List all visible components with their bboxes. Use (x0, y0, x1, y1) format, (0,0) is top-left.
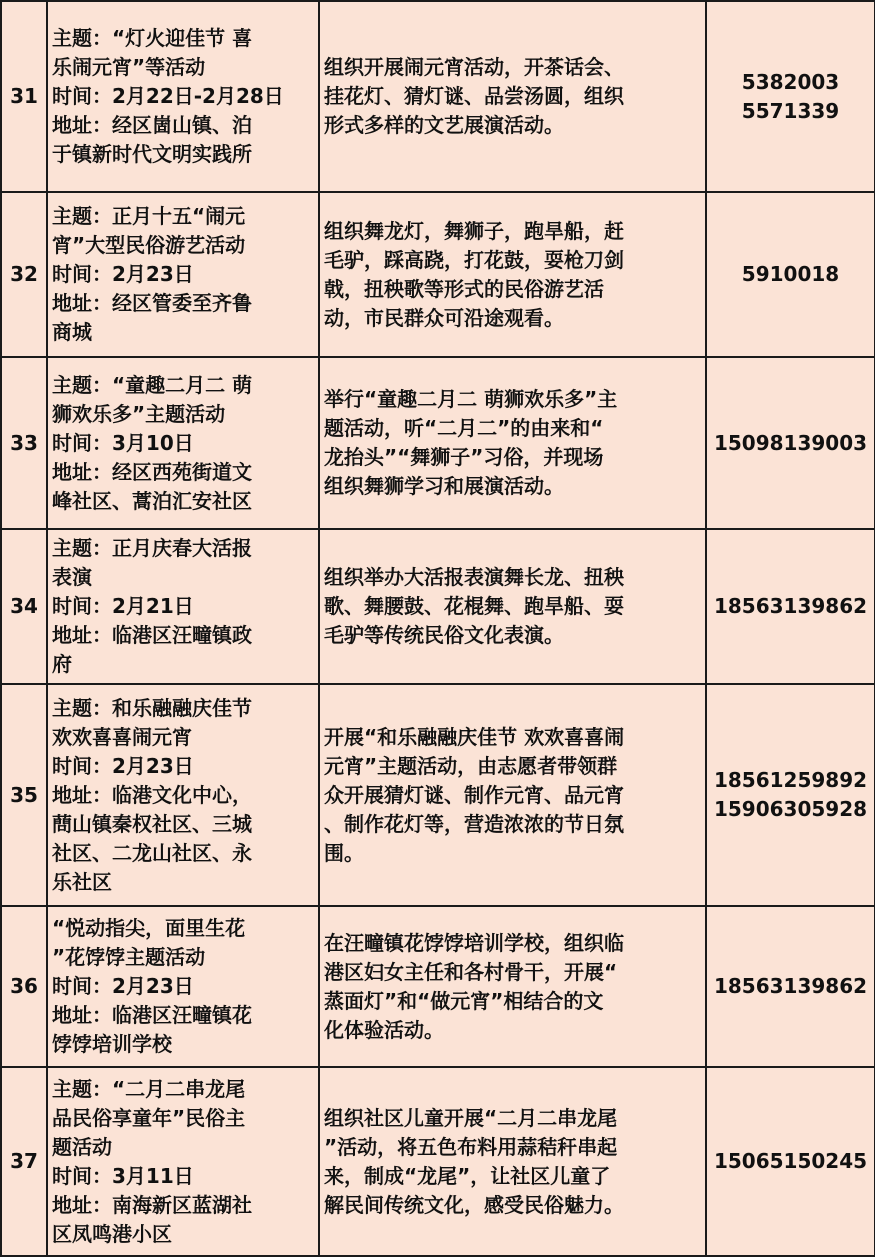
phone-number: 15098139003 (713, 430, 868, 455)
row-number: 34 (1, 529, 47, 684)
theme-line: 地址：临港区汪疃镇政 (52, 623, 252, 647)
contact-phone-cell (706, 1, 875, 192)
theme-line: 地址：南海新区蓝湖社 (52, 1192, 252, 1217)
activity-description-cell (319, 1, 706, 192)
theme-line: 乐社区 (52, 869, 112, 894)
theme-line: 峰社区、蒿泊汇安社区 (52, 488, 252, 513)
row-number: 35 (1, 684, 47, 906)
activity-description-cell (319, 906, 706, 1067)
description-line: 化体验活动。 (324, 1017, 444, 1042)
activity-theme-cell (47, 529, 319, 684)
description-line: 举行“童趣二月二 萌狮欢乐多”主 (324, 387, 618, 411)
description-line: 挂花灯、猜灯谜、品尝汤圆，组织 (324, 84, 624, 108)
description-line: 组织开展闹元宵活动，开茶话会、 (324, 55, 624, 79)
theme-line: 社区、二龙山社区、永 (52, 840, 252, 865)
table-row (1, 906, 875, 1067)
table-row (1, 357, 875, 529)
description-line: 组织舞狮学习和展演活动。 (324, 474, 564, 498)
description-line: 围。 (324, 840, 364, 865)
description-line: 组织社区儿童开展“二月二串龙尾 (324, 1105, 618, 1130)
description-line: 元宵”主题活动，由志愿者带领群 (324, 753, 618, 778)
theme-line: 地址：临港文化中心， (52, 782, 252, 807)
theme-line: 主题：“二月二串龙尾 (52, 1076, 246, 1101)
row-number: 36 (1, 906, 47, 1067)
description-line: ”活动，将五色布料用蒜秸秆串起 (324, 1134, 618, 1159)
theme-line: 时间：3月11日 (52, 1163, 194, 1188)
phone-number: 18563139862 (713, 594, 868, 618)
phone-number: 5382003 (741, 69, 840, 94)
description-line: 在汪疃镇花饽饽培训学校，组织临 (324, 930, 624, 955)
theme-line: 商城 (52, 320, 92, 344)
theme-line: 表演 (52, 565, 92, 589)
activity-description-cell (319, 684, 706, 906)
activity-description-cell (319, 529, 706, 684)
table-row (1, 1067, 875, 1256)
phone-number: 15906305928 (713, 797, 868, 821)
theme-line: 时间：2月21日 (52, 594, 194, 618)
theme-line: 欢欢喜喜闹元宵 (52, 724, 192, 749)
phone-number: 18563139862 (713, 974, 868, 998)
theme-line: “悦动指尖，面里生花 (52, 916, 246, 940)
activity-theme-cell (47, 1067, 319, 1256)
table-row (1, 529, 875, 684)
row-number: 32 (1, 192, 47, 357)
activity-description-cell (319, 192, 706, 357)
description-line: 、制作花灯等，营造浓浓的节日氛 (324, 811, 624, 836)
row-number: 31 (1, 1, 47, 192)
theme-line: 地址：临港区汪疃镇花 (52, 1003, 252, 1027)
phone-number: 18561259892 (713, 768, 868, 792)
description-line: 开展“和乐融融庆佳节 欢欢喜喜闹 (324, 724, 625, 749)
description-line: 形式多样的文艺展演活动。 (324, 113, 564, 137)
theme-line: 主题：和乐融融庆佳节 (52, 695, 252, 720)
contact-phone-cell (706, 529, 875, 684)
theme-line: 题活动 (52, 1134, 112, 1159)
table-row (1, 192, 875, 357)
theme-line: 时间：2月23日 (52, 262, 194, 286)
description-line: 众开展猜灯谜、制作元宵、品元宵 (324, 782, 624, 807)
contact-phone-cell (706, 684, 875, 906)
theme-line: 蔄山镇秦权社区、三城 (52, 811, 252, 836)
description-line: 毛驴等传统民俗文化表演。 (324, 623, 564, 647)
theme-line: 时间：3月10日 (52, 430, 194, 455)
theme-line: 乐闹元宵”等活动 (52, 55, 206, 79)
description-line: 题活动，听“二月二”的由来和“ (324, 416, 604, 440)
activity-description-cell (319, 357, 706, 529)
activity-theme-cell (47, 357, 319, 529)
theme-line: 地址：经区崮山镇、泊 (52, 113, 252, 137)
phone-number: 15065150245 (713, 1149, 868, 1173)
description-line: 戟，扭秧歌等形式的民俗游艺活 (324, 276, 604, 301)
theme-line: 主题：“童趣二月二 萌 (52, 372, 253, 397)
theme-line: 主题：“灯火迎佳节 喜 (52, 26, 253, 50)
theme-line: 地址：经区管委至齐鲁 (52, 291, 252, 315)
theme-line: 于镇新时代文明实践所 (52, 142, 252, 166)
description-line: 解民间传统文化，感受民俗魅力。 (324, 1192, 624, 1217)
theme-line: 地址：经区西苑街道文 (52, 459, 252, 484)
description-line: 动，市民群众可沿途观看。 (324, 305, 564, 330)
table-row (1, 1, 875, 192)
contact-phone-cell (706, 192, 875, 357)
description-line: 港区妇女主任和各村骨干，开展“ (324, 959, 618, 984)
theme-line: 时间：2月23日 (52, 753, 194, 778)
description-line: 来，制成“龙尾”，让社区儿童了 (324, 1163, 611, 1188)
theme-line: 饽饽培训学校 (52, 1032, 172, 1056)
theme-line: 主题：正月庆春大活报 (52, 536, 252, 560)
contact-phone-cell (706, 357, 875, 529)
contact-phone-cell (706, 906, 875, 1067)
theme-line: ”花饽饽主题活动 (52, 945, 206, 969)
activity-theme-cell (47, 684, 319, 906)
row-number: 33 (1, 357, 47, 529)
description-line: 组织舞龙灯，舞狮子，跑旱船，赶 (324, 218, 624, 243)
theme-line: 时间：2月23日 (52, 974, 194, 998)
activity-theme-cell (47, 192, 319, 357)
table-row (1, 684, 875, 906)
theme-line: 宵”大型民俗游艺活动 (52, 233, 246, 257)
description-line: 毛驴，踩高跷，打花鼓，耍枪刀剑 (324, 247, 624, 272)
theme-line: 主题：正月十五“闹元 (52, 204, 246, 228)
theme-line: 时间：2月22日-2月28日 (52, 84, 284, 108)
description-line: 歌、舞腰鼓、花棍舞、跑旱船、耍 (324, 594, 624, 618)
activity-description-cell (319, 1067, 706, 1256)
phone-number: 5910018 (741, 262, 840, 286)
theme-line: 区凤鸣港小区 (52, 1221, 172, 1246)
theme-line: 品民俗享童年”民俗主 (52, 1105, 246, 1130)
description-line: 蒸面灯”和“做元宵”相结合的文 (324, 988, 604, 1013)
contact-phone-cell (706, 1067, 875, 1256)
theme-line: 狮欢乐多”主题活动 (52, 401, 226, 426)
theme-line: 府 (52, 652, 72, 676)
description-line: 组织举办大活报表演舞长龙、扭秧 (324, 565, 624, 589)
phone-number: 5571339 (741, 98, 840, 123)
row-number: 37 (1, 1067, 47, 1256)
description-line: 龙抬头”“舞狮子”习俗，并现场 (324, 445, 604, 469)
activity-theme-cell (47, 906, 319, 1067)
activity-theme-cell (47, 1, 319, 192)
